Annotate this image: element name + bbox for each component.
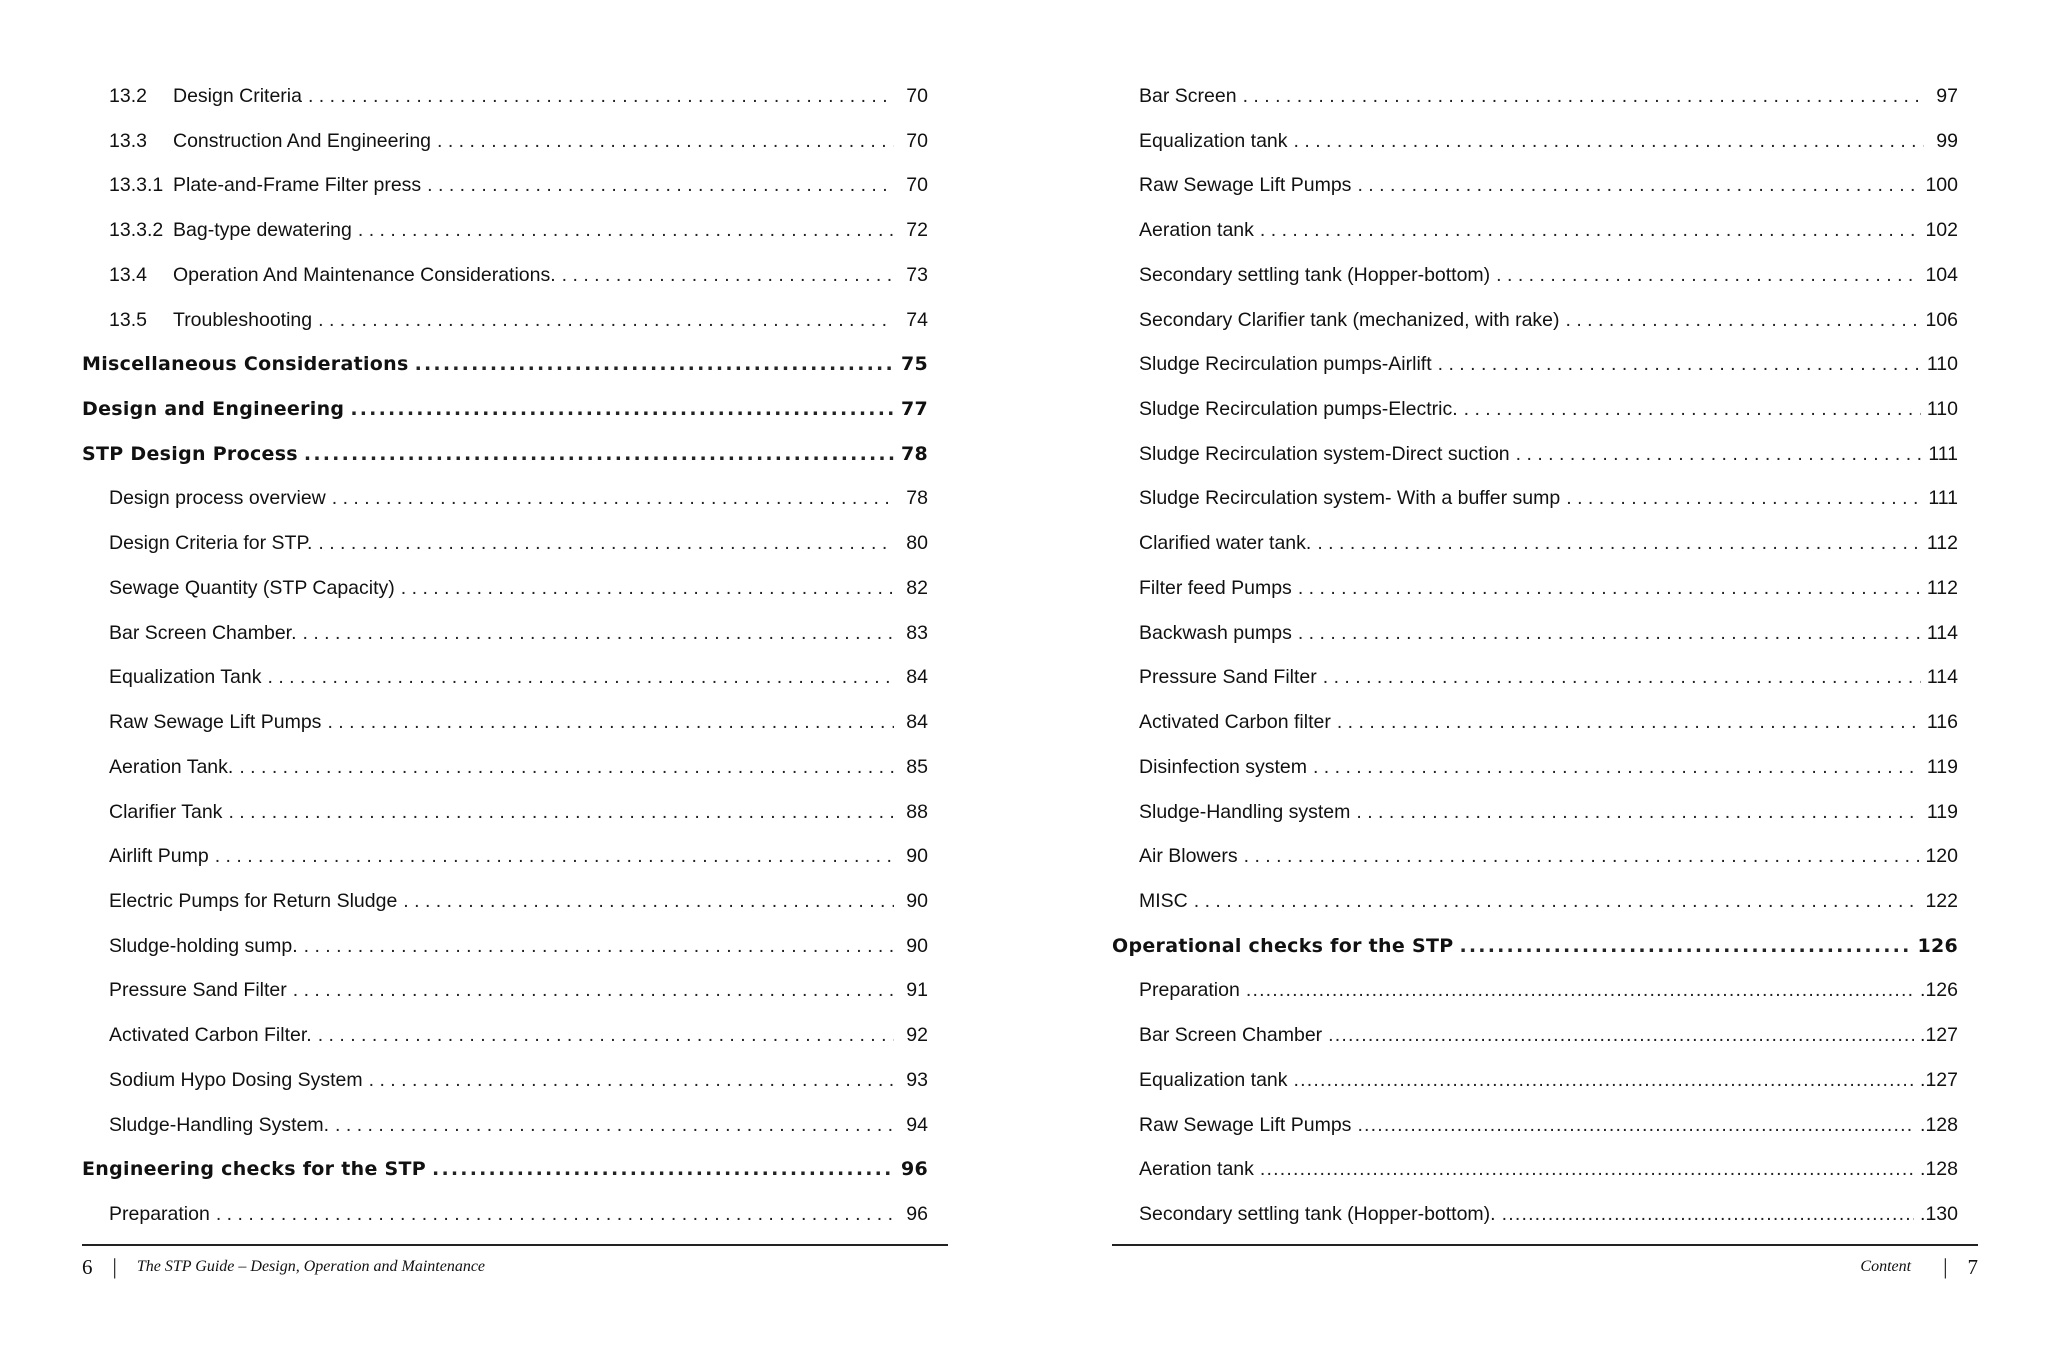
entry-title: Air Blowers	[1139, 845, 1238, 868]
toc-entry[interactable]	[1112, 1147, 1958, 1192]
entry-title: Raw Sewage Lift Pumps	[1139, 174, 1352, 197]
entry-page-number: 70	[906, 85, 928, 107]
entry-page-number: .126	[1920, 979, 1958, 1002]
toc-entry[interactable]	[1112, 1013, 1958, 1058]
entry-title: Sludge Recirculation system-Direct suction	[1139, 442, 1510, 465]
entry-page-number: 110	[1926, 398, 1958, 421]
dot-leader	[327, 700, 894, 745]
entry-title: Sewage Quantity (STP Capacity)	[109, 576, 395, 599]
entry-page-number: .128	[1920, 1158, 1958, 1181]
entry-title: Equalization tank	[1139, 1068, 1288, 1091]
entry-page-number: 112	[1926, 576, 1958, 599]
dot-leader	[1246, 968, 1914, 1013]
toc-entry[interactable]	[1112, 1192, 1958, 1237]
dot-leader	[401, 566, 894, 611]
dot-leader	[1243, 74, 1924, 119]
dot-leader	[403, 879, 894, 924]
dot-leader	[1357, 163, 1919, 208]
dot-leader	[1313, 745, 1921, 790]
toc-entry[interactable]	[82, 655, 928, 700]
dot-leader	[415, 342, 894, 387]
dot-leader	[1516, 432, 1923, 477]
entry-page-number: 82	[906, 576, 928, 599]
dot-leader	[308, 74, 894, 119]
section-number: 13.4	[109, 263, 147, 286]
toc-entry[interactable]	[82, 1192, 928, 1237]
entry-page-number: .127	[1920, 1068, 1958, 1091]
right-page	[1112, 0, 1978, 1348]
footer-separator: |	[1943, 1254, 1948, 1279]
toc-entry[interactable]	[1112, 611, 1958, 656]
entry-page-number: 111	[1928, 442, 1958, 465]
entry-page-number: 80	[906, 532, 928, 555]
entry-title: Design Criteria for STP.	[109, 532, 313, 555]
dot-leader	[432, 1147, 894, 1192]
toc-entry[interactable]	[1112, 879, 1958, 924]
entry-title: Aeration Tank.	[109, 755, 234, 778]
toc-entry[interactable]	[82, 566, 928, 611]
entry-page-number: 94	[906, 1113, 928, 1136]
entry-title: Airlift Pump	[109, 845, 209, 868]
entry-title: Miscellaneous Considerations	[82, 353, 409, 376]
entry-title: Troubleshooting	[173, 308, 313, 331]
dot-leader	[318, 521, 894, 566]
entry-title: Sludge-Handling System.	[109, 1113, 330, 1136]
toc-entry[interactable]	[82, 432, 928, 477]
dot-leader	[304, 432, 894, 477]
entry-page-number: 99	[1936, 129, 1958, 152]
toc-entry[interactable]	[82, 924, 928, 969]
toc-entry[interactable]	[1112, 163, 1958, 208]
entry-title: Preparation	[1139, 979, 1240, 1002]
dot-leader	[1323, 655, 1921, 700]
entry-title: Bag-type dewatering	[173, 219, 352, 242]
toc-entry[interactable]	[82, 119, 928, 164]
toc-entry[interactable]	[82, 208, 928, 253]
toc-entry[interactable]	[82, 74, 928, 119]
entry-page-number: 91	[906, 979, 928, 1002]
entry-title: Design process overview	[109, 487, 326, 510]
dot-leader	[318, 1013, 894, 1058]
dot-leader	[1496, 253, 1919, 298]
footer-left	[82, 1252, 948, 1282]
dot-leader	[318, 298, 894, 343]
entry-page-number: 119	[1926, 800, 1958, 823]
dot-leader	[293, 968, 894, 1013]
table-of-contents-right	[1112, 74, 1958, 1237]
toc-entry[interactable]	[1112, 74, 1958, 119]
entry-title: Preparation	[109, 1202, 210, 1225]
entry-page-number: 90	[906, 934, 928, 957]
dot-leader	[1357, 1103, 1914, 1148]
entry-page-number: 74	[906, 308, 928, 331]
page-number: 7	[1967, 1254, 1978, 1279]
dot-leader	[1566, 476, 1922, 521]
entry-title: STP Design Process	[82, 442, 298, 465]
toc-entry[interactable]	[82, 879, 928, 924]
page-number: 6	[82, 1254, 93, 1279]
entry-title: Secondary settling tank (Hopper-bottom).	[1139, 1202, 1496, 1225]
dot-leader	[562, 253, 894, 298]
entry-page-number: 100	[1925, 174, 1958, 197]
toc-entry[interactable]	[82, 1058, 928, 1103]
dot-leader	[1294, 119, 1924, 164]
entry-title: Activated Carbon Filter.	[109, 1024, 312, 1047]
toc-entry[interactable]	[82, 790, 928, 835]
dot-leader	[228, 790, 894, 835]
dot-leader	[332, 476, 894, 521]
toc-entry[interactable]	[1112, 521, 1958, 566]
entry-page-number: 96	[900, 1158, 928, 1181]
footer-right	[1112, 1252, 1978, 1282]
dot-leader	[1502, 1192, 1914, 1237]
toc-entry[interactable]	[82, 253, 928, 298]
toc-entry[interactable]	[82, 611, 928, 656]
entry-title: Design and Engineering	[82, 398, 345, 421]
dot-leader	[1317, 521, 1921, 566]
entry-page-number: 111	[1928, 487, 1958, 510]
entry-title: Backwash pumps	[1139, 621, 1292, 644]
footer-separator: |	[112, 1254, 117, 1279]
entry-page-number: 93	[906, 1068, 928, 1091]
dot-leader	[1244, 834, 1920, 879]
toc-entry[interactable]	[82, 968, 928, 1013]
dot-leader	[304, 924, 894, 969]
entry-title: Bar Screen Chamber.	[109, 621, 297, 644]
entry-page-number: 122	[1925, 889, 1958, 912]
toc-entry[interactable]	[82, 342, 928, 387]
dot-leader	[1438, 342, 1921, 387]
dot-leader	[1337, 700, 1921, 745]
entry-page-number: 75	[900, 353, 928, 376]
entry-page-number: 120	[1925, 845, 1958, 868]
entry-title: Sludge-Handling system	[1139, 800, 1351, 823]
entry-title: Construction And Engineering	[173, 129, 432, 152]
entry-page-number: 92	[906, 1024, 928, 1047]
toc-entry[interactable]	[82, 1147, 928, 1192]
dot-leader	[303, 611, 894, 656]
entry-page-number: 83	[906, 621, 928, 644]
dot-leader	[369, 1058, 894, 1103]
section-number: 13.5	[109, 308, 147, 331]
toc-entry[interactable]	[1112, 968, 1958, 1013]
entry-page-number: 85	[906, 755, 928, 778]
entry-page-number: 70	[906, 174, 928, 197]
dot-leader	[1356, 790, 1921, 835]
entry-title: Secondary Clarifier tank (mechanized, with rake)	[1139, 308, 1560, 331]
toc-entry[interactable]	[1112, 208, 1958, 253]
toc-entry[interactable]	[82, 745, 928, 790]
entry-page-number: .128	[1920, 1113, 1958, 1136]
toc-entry[interactable]	[1112, 745, 1958, 790]
dot-leader	[215, 834, 894, 879]
entry-page-number: 114	[1926, 621, 1958, 644]
dot-leader	[358, 208, 894, 253]
entry-title: Electric Pumps for Return Sludge	[109, 889, 398, 912]
toc-entry[interactable]	[1112, 298, 1958, 343]
toc-entry[interactable]	[82, 476, 928, 521]
dot-leader	[1459, 924, 1911, 969]
toc-entry[interactable]	[1112, 566, 1958, 611]
toc-entry[interactable]	[1112, 476, 1958, 521]
dot-leader	[1298, 611, 1921, 656]
toc-entry[interactable]	[1112, 342, 1958, 387]
dot-leader	[1566, 298, 1920, 343]
dot-leader	[1294, 1058, 1915, 1103]
section-number: 13.2	[109, 85, 147, 107]
section-number: 13.3.2	[109, 219, 164, 242]
footer-divider	[82, 1244, 948, 1246]
toc-entry[interactable]	[1112, 432, 1958, 477]
section-number: 13.3.1	[109, 174, 164, 197]
toc-entry[interactable]	[82, 521, 928, 566]
entry-page-number: 126	[1917, 934, 1958, 957]
entry-title: Sludge Recirculation pumps-Electric.	[1139, 398, 1458, 421]
toc-entry[interactable]	[82, 163, 928, 208]
dot-leader	[1298, 566, 1921, 611]
entry-title: Sludge-holding sump.	[109, 934, 298, 957]
entry-page-number: 97	[1936, 85, 1958, 107]
entry-page-number: 88	[906, 800, 928, 823]
section-number: 13.3	[109, 129, 147, 152]
entry-title: Clarifier Tank	[109, 800, 223, 823]
entry-title: Plate-and-Frame Filter press	[173, 174, 422, 197]
entry-title: Sludge Recirculation pumps-Airlift	[1139, 353, 1432, 376]
entry-title: Equalization tank	[1139, 129, 1288, 152]
dot-leader	[268, 655, 895, 700]
dot-leader	[1464, 387, 1921, 432]
entry-title: Sodium Hypo Dosing System	[109, 1068, 363, 1091]
entry-page-number: 73	[906, 263, 928, 286]
toc-entry[interactable]	[1112, 253, 1958, 298]
dot-leader	[1260, 1147, 1914, 1192]
entry-title: Bar Screen	[1139, 85, 1237, 107]
toc-entry[interactable]	[1112, 655, 1958, 700]
left-page	[82, 0, 948, 1348]
entry-page-number: 104	[1925, 263, 1958, 286]
toc-entry[interactable]	[82, 834, 928, 879]
toc-entry[interactable]	[1112, 1103, 1958, 1148]
table-of-contents-left	[82, 74, 928, 1237]
entry-title: Aeration tank	[1139, 1158, 1254, 1181]
entry-title: Clarified water tank.	[1139, 532, 1312, 555]
toc-entry[interactable]	[1112, 790, 1958, 835]
entry-page-number: 90	[906, 845, 928, 868]
dot-leader	[216, 1192, 894, 1237]
dot-leader	[239, 745, 894, 790]
dot-leader	[1194, 879, 1920, 924]
entry-title: Design Criteria	[173, 85, 302, 107]
toc-entry[interactable]	[1112, 834, 1958, 879]
entry-page-number: 112	[1926, 532, 1958, 555]
entry-title: Pressure Sand Filter	[1139, 666, 1317, 689]
toc-entry[interactable]	[1112, 1058, 1958, 1103]
entry-title: Bar Screen Chamber	[1139, 1024, 1323, 1047]
entry-title: Operation And Maintenance Considerations.	[173, 263, 556, 286]
toc-entry[interactable]	[82, 387, 928, 432]
toc-entry[interactable]	[1112, 924, 1958, 969]
toc-entry[interactable]	[82, 1103, 928, 1148]
entry-page-number: 119	[1926, 755, 1958, 778]
toc-entry[interactable]	[1112, 119, 1958, 164]
entry-page-number: 106	[1925, 308, 1958, 331]
toc-entry[interactable]	[1112, 387, 1958, 432]
entry-title: Sludge Recirculation system- With a buffer sump	[1139, 487, 1561, 510]
entry-page-number: .130	[1920, 1202, 1958, 1225]
entry-page-number: 116	[1926, 711, 1958, 734]
entry-title: Filter feed Pumps	[1139, 576, 1292, 599]
entry-title: Equalization Tank	[109, 666, 262, 689]
entry-page-number: 84	[906, 711, 928, 734]
entry-page-number: .127	[1920, 1024, 1958, 1047]
entry-page-number: 84	[906, 666, 928, 689]
section-title: Content	[1860, 1258, 1912, 1275]
dot-leader	[437, 119, 894, 164]
entry-page-number: 77	[900, 398, 928, 421]
entry-title: Raw Sewage Lift Pumps	[1139, 1113, 1352, 1136]
entry-page-number: 78	[906, 487, 928, 510]
entry-title: Engineering checks for the STP	[82, 1158, 427, 1181]
dot-leader	[427, 163, 894, 208]
toc-entry[interactable]	[82, 1013, 928, 1058]
entry-page-number: 96	[906, 1202, 928, 1225]
dot-leader	[350, 387, 894, 432]
dot-leader	[335, 1103, 894, 1148]
entry-page-number: 102	[1925, 219, 1958, 242]
entry-title: Pressure Sand Filter	[109, 979, 287, 1002]
entry-page-number: 78	[900, 442, 928, 465]
book-title: The STP Guide – Design, Operation and Maintenance	[136, 1258, 486, 1275]
entry-page-number: 110	[1926, 353, 1958, 376]
toc-entry[interactable]	[1112, 700, 1958, 745]
entry-page-number: 90	[906, 889, 928, 912]
footer-divider	[1112, 1244, 1978, 1246]
dot-leader	[1328, 1013, 1914, 1058]
entry-title: Activated Carbon filter	[1139, 711, 1331, 734]
entry-title: Raw Sewage Lift Pumps	[109, 711, 322, 734]
entry-page-number: 114	[1926, 666, 1958, 689]
entry-page-number: 72	[906, 219, 928, 242]
toc-entry[interactable]	[82, 298, 928, 343]
entry-title: Disinfection system	[1139, 755, 1307, 778]
entry-page-number: 70	[906, 129, 928, 152]
toc-entry[interactable]	[82, 700, 928, 745]
entry-title: MISC	[1139, 889, 1188, 912]
entry-title: Secondary settling tank (Hopper-bottom)	[1139, 263, 1491, 286]
dot-leader	[1260, 208, 1920, 253]
entry-title: Aeration tank	[1139, 219, 1254, 242]
entry-title: Operational checks for the STP	[1112, 934, 1454, 957]
